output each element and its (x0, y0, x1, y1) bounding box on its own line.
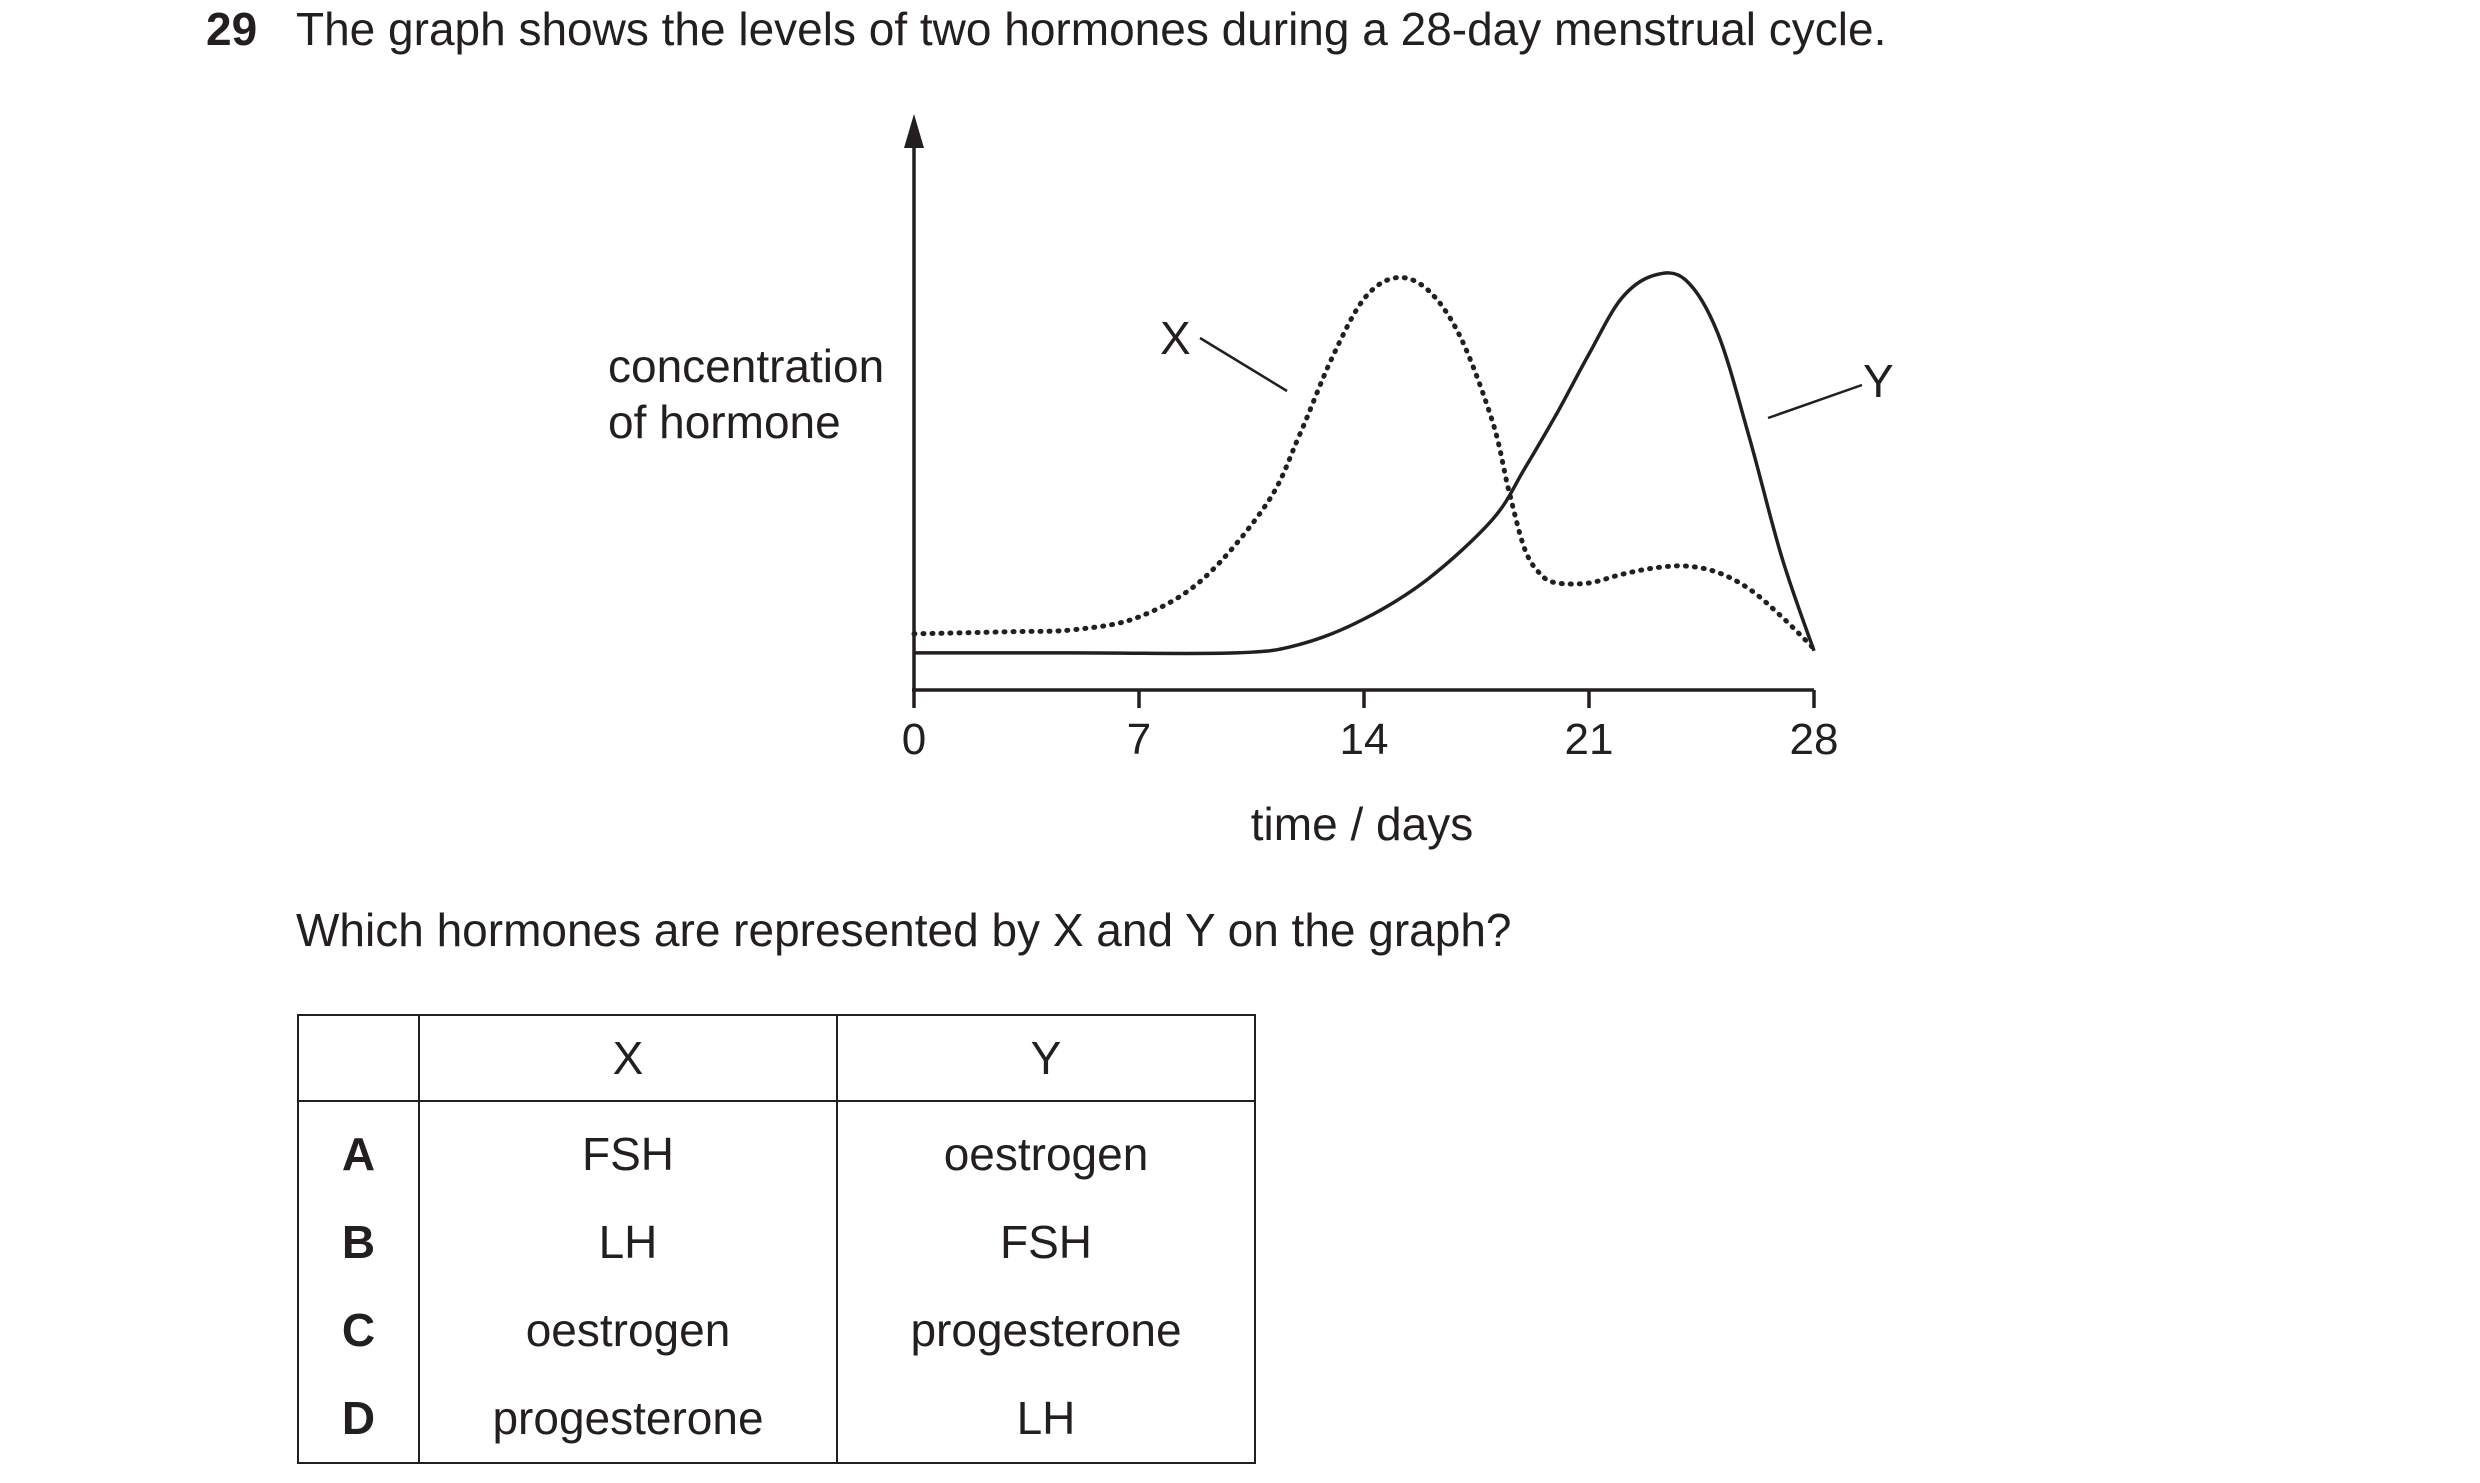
series-x-leader (1200, 338, 1287, 391)
option-x: progesterone (419, 1374, 837, 1463)
header-y: Y (837, 1015, 1255, 1101)
x-tick-label: 21 (1564, 715, 1614, 764)
y-axis-label-line2: of hormone (608, 396, 841, 448)
answer-row-a[interactable] (298, 1101, 1255, 1198)
answer-row-b[interactable] (298, 1198, 1255, 1286)
question-number: 29 (206, 3, 258, 55)
option-letter: B (298, 1198, 419, 1286)
x-axis-label: time / days (1250, 798, 1474, 850)
x-tick-label: 7 (1126, 715, 1152, 764)
option-x: oestrogen (419, 1286, 837, 1374)
header-blank (298, 1015, 419, 1101)
option-y: oestrogen (837, 1101, 1255, 1198)
option-x: LH (419, 1198, 837, 1286)
answer-table (297, 1014, 1256, 1464)
header-x: X (419, 1015, 837, 1101)
option-y: FSH (837, 1198, 1255, 1286)
series-x-label: X (1160, 312, 1191, 364)
y-axis-arrowhead (904, 114, 924, 148)
series-y-line (914, 273, 1814, 654)
option-x: FSH (419, 1101, 837, 1198)
x-ticks (902, 690, 1839, 764)
x-tick-label: 14 (1339, 715, 1389, 764)
series-y-leader (1768, 385, 1862, 418)
question-prompt: Which hormones are represented by X and Y on the graph? (296, 904, 1512, 956)
y-axis-label-line1: concentration (608, 340, 885, 392)
x-tick-label: 0 (901, 715, 927, 764)
option-y: progesterone (837, 1286, 1255, 1374)
option-letter: A (298, 1101, 419, 1198)
series-y-label: Y (1863, 355, 1894, 407)
series-x-line (914, 277, 1814, 648)
answer-table-header (298, 1015, 1255, 1101)
answer-row-d[interactable] (298, 1374, 1255, 1463)
option-letter: D (298, 1374, 419, 1463)
option-letter: C (298, 1286, 419, 1374)
answer-row-c[interactable] (298, 1286, 1255, 1374)
option-y: LH (837, 1374, 1255, 1463)
question-text: The graph shows the levels of two hormones during a 28-day menstrual cycle. (296, 3, 1887, 55)
x-tick-label: 28 (1789, 715, 1839, 764)
